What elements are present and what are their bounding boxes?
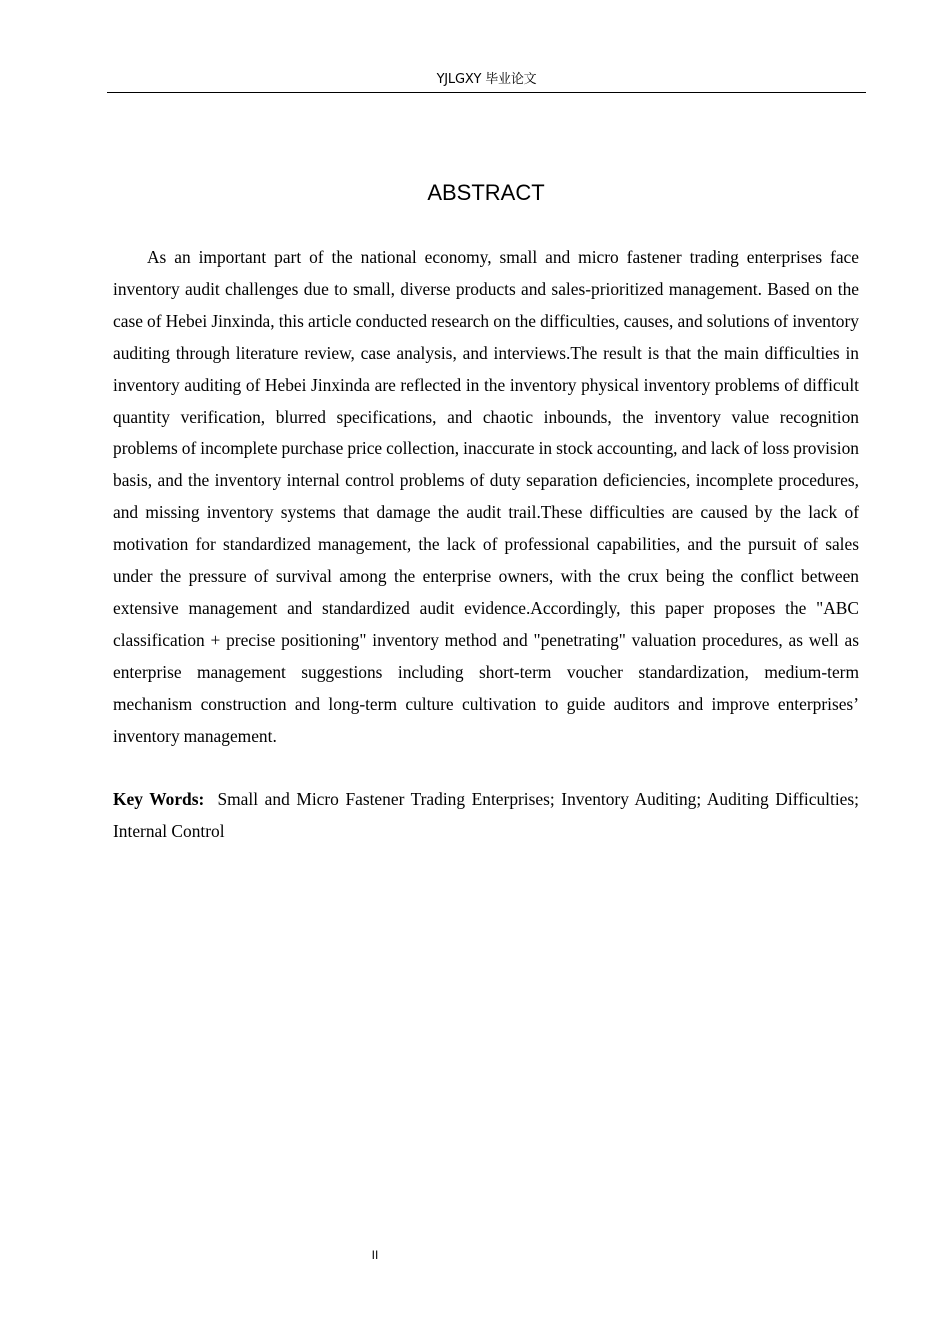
keywords-paragraph (113, 784, 859, 848)
running-header-title: YJLGXY 毕业论文 (436, 72, 537, 87)
running-header (107, 70, 866, 93)
abstract-body: As an important part of the national economy, small and micro fastener trading enterprises face inventory audit challenges due to small, diverse products and sales-prioritized management. Based on the case of Hebei Jinxinda, this article conducted research on the difficulties, causes, and solutions of inventory auditing through literature review, case analysis, and interviews.The result is that the main difficulties in inventory auditing of Hebei Jinxinda are reflected in the inventory physical inventory problems of difficult quantity verification, blurred specifications, and chaotic inbounds, the inventory value recognition problems of incomplete purchase price collection, inaccurate in stock accounting, and lack of loss provision basis, and the inventory internal control problems of duty separation deficiencies, incomplete procedures, and missing inventory systems that damage the audit trail.These difficulties are caused by the lack of motivation for standardized management, the lack of professional capabilities, and the pursuit of sales under the pressure of survival among the enterprise owners, with the crux being the conflict between extensive management and standardized audit evidence.Accordingly, this paper proposes the "ABC classification + precise positioning" inventory method and "penetrating" valuation procedures, as well as enterprise management suggestions including short-term voucher standardization, medium-term mechanism construction and long-term culture cultivation to guide auditors and improve enterprises’ inventory management. (113, 247, 859, 746)
abstract-title: ABSTRACT (427, 180, 545, 205)
keywords-list: Small and Micro Fastener Trading Enterprises; Inventory Auditing; Auditing Difficulties; Internal Control (113, 789, 859, 841)
page-number: II (371, 1248, 379, 1262)
keywords-label: Key Words: (113, 789, 205, 809)
